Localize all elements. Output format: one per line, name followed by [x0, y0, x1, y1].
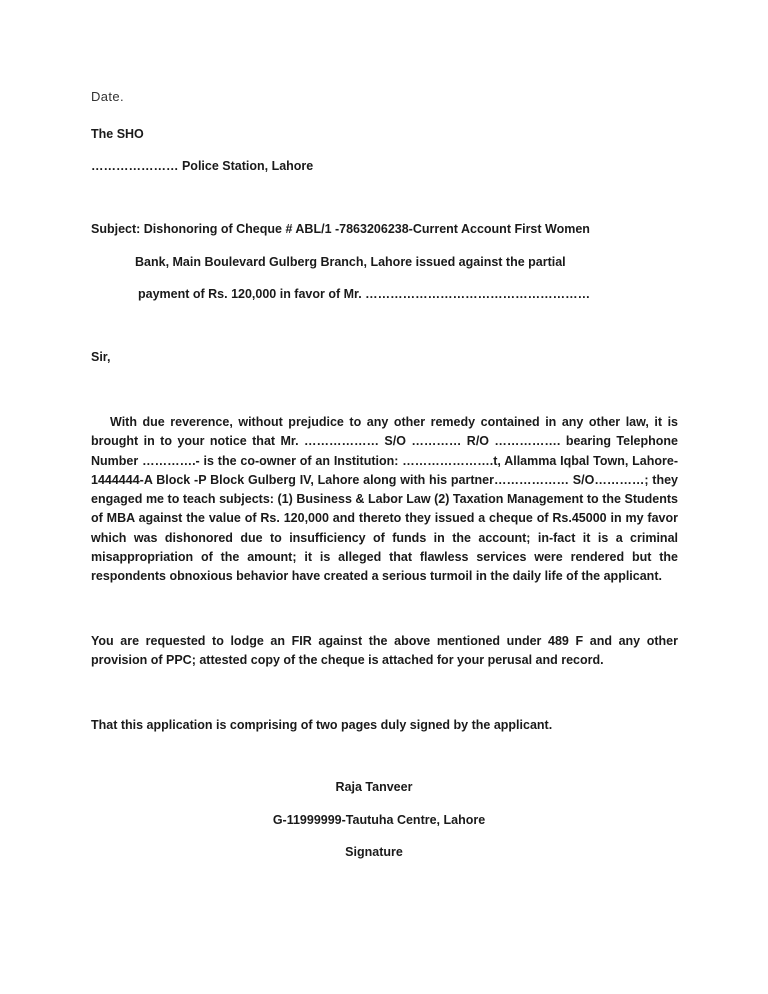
- signature-label: Signature: [345, 845, 403, 859]
- date-label: Date.: [91, 89, 125, 104]
- body-paragraph-1: With due reverence, without prejudice to any other remedy contained in any other law, it is brought in to your notice that Mr. ……………… S/O ………… R/O ……………. bearing Telephone Number ………….- is the co-owner of an Institution: ………………….t, Allamma Iqbal Town, Lahore-1444444-A Block -P Block Gulberg IV, Lahore along with his partner……………… S/O…………; they engaged me to teach subjects: (1) Business & Labor Law (2) Taxation Management to the Students of MBA against the value of Rs. 120,000 and thereto they issued a cheque of Rs.45000 in my favor which was dishonored due to insufficiency of funds in the account; in-fact it is a criminal misappropriation of the amount; it is alleged that flawless services were rendered but the respondents obnoxious behavior have created a serious turmoil in the daily life of the applicant.: [91, 415, 678, 584]
- sender-name: Raja Tanveer: [335, 780, 413, 794]
- subject-line-1: Subject: Dishonoring of Cheque # ABL/1 -7863206238-Current Account First Women: [91, 222, 590, 236]
- recipient-title: The SHO: [91, 127, 144, 141]
- body-paragraph-2: You are requested to lodge an FIR against the above mentioned under 489 F and any other provision of PPC; attested copy of the cheque is attached for your perusal and record.: [91, 634, 678, 668]
- salutation: Sir,: [91, 350, 111, 364]
- recipient-station: ………………… Police Station, Lahore: [91, 159, 314, 173]
- sender-address: G-11999999-Tautuha Centre, Lahore: [272, 813, 486, 827]
- subject-line-3: payment of Rs. 120,000 in favor of Mr. ………………………………………………: [138, 287, 591, 301]
- body-paragraph-3: That this application is comprising of two pages duly signed by the applicant.: [91, 718, 553, 732]
- subject-line-2: Bank, Main Boulevard Gulberg Branch, Lahore issued against the partial: [135, 255, 566, 269]
